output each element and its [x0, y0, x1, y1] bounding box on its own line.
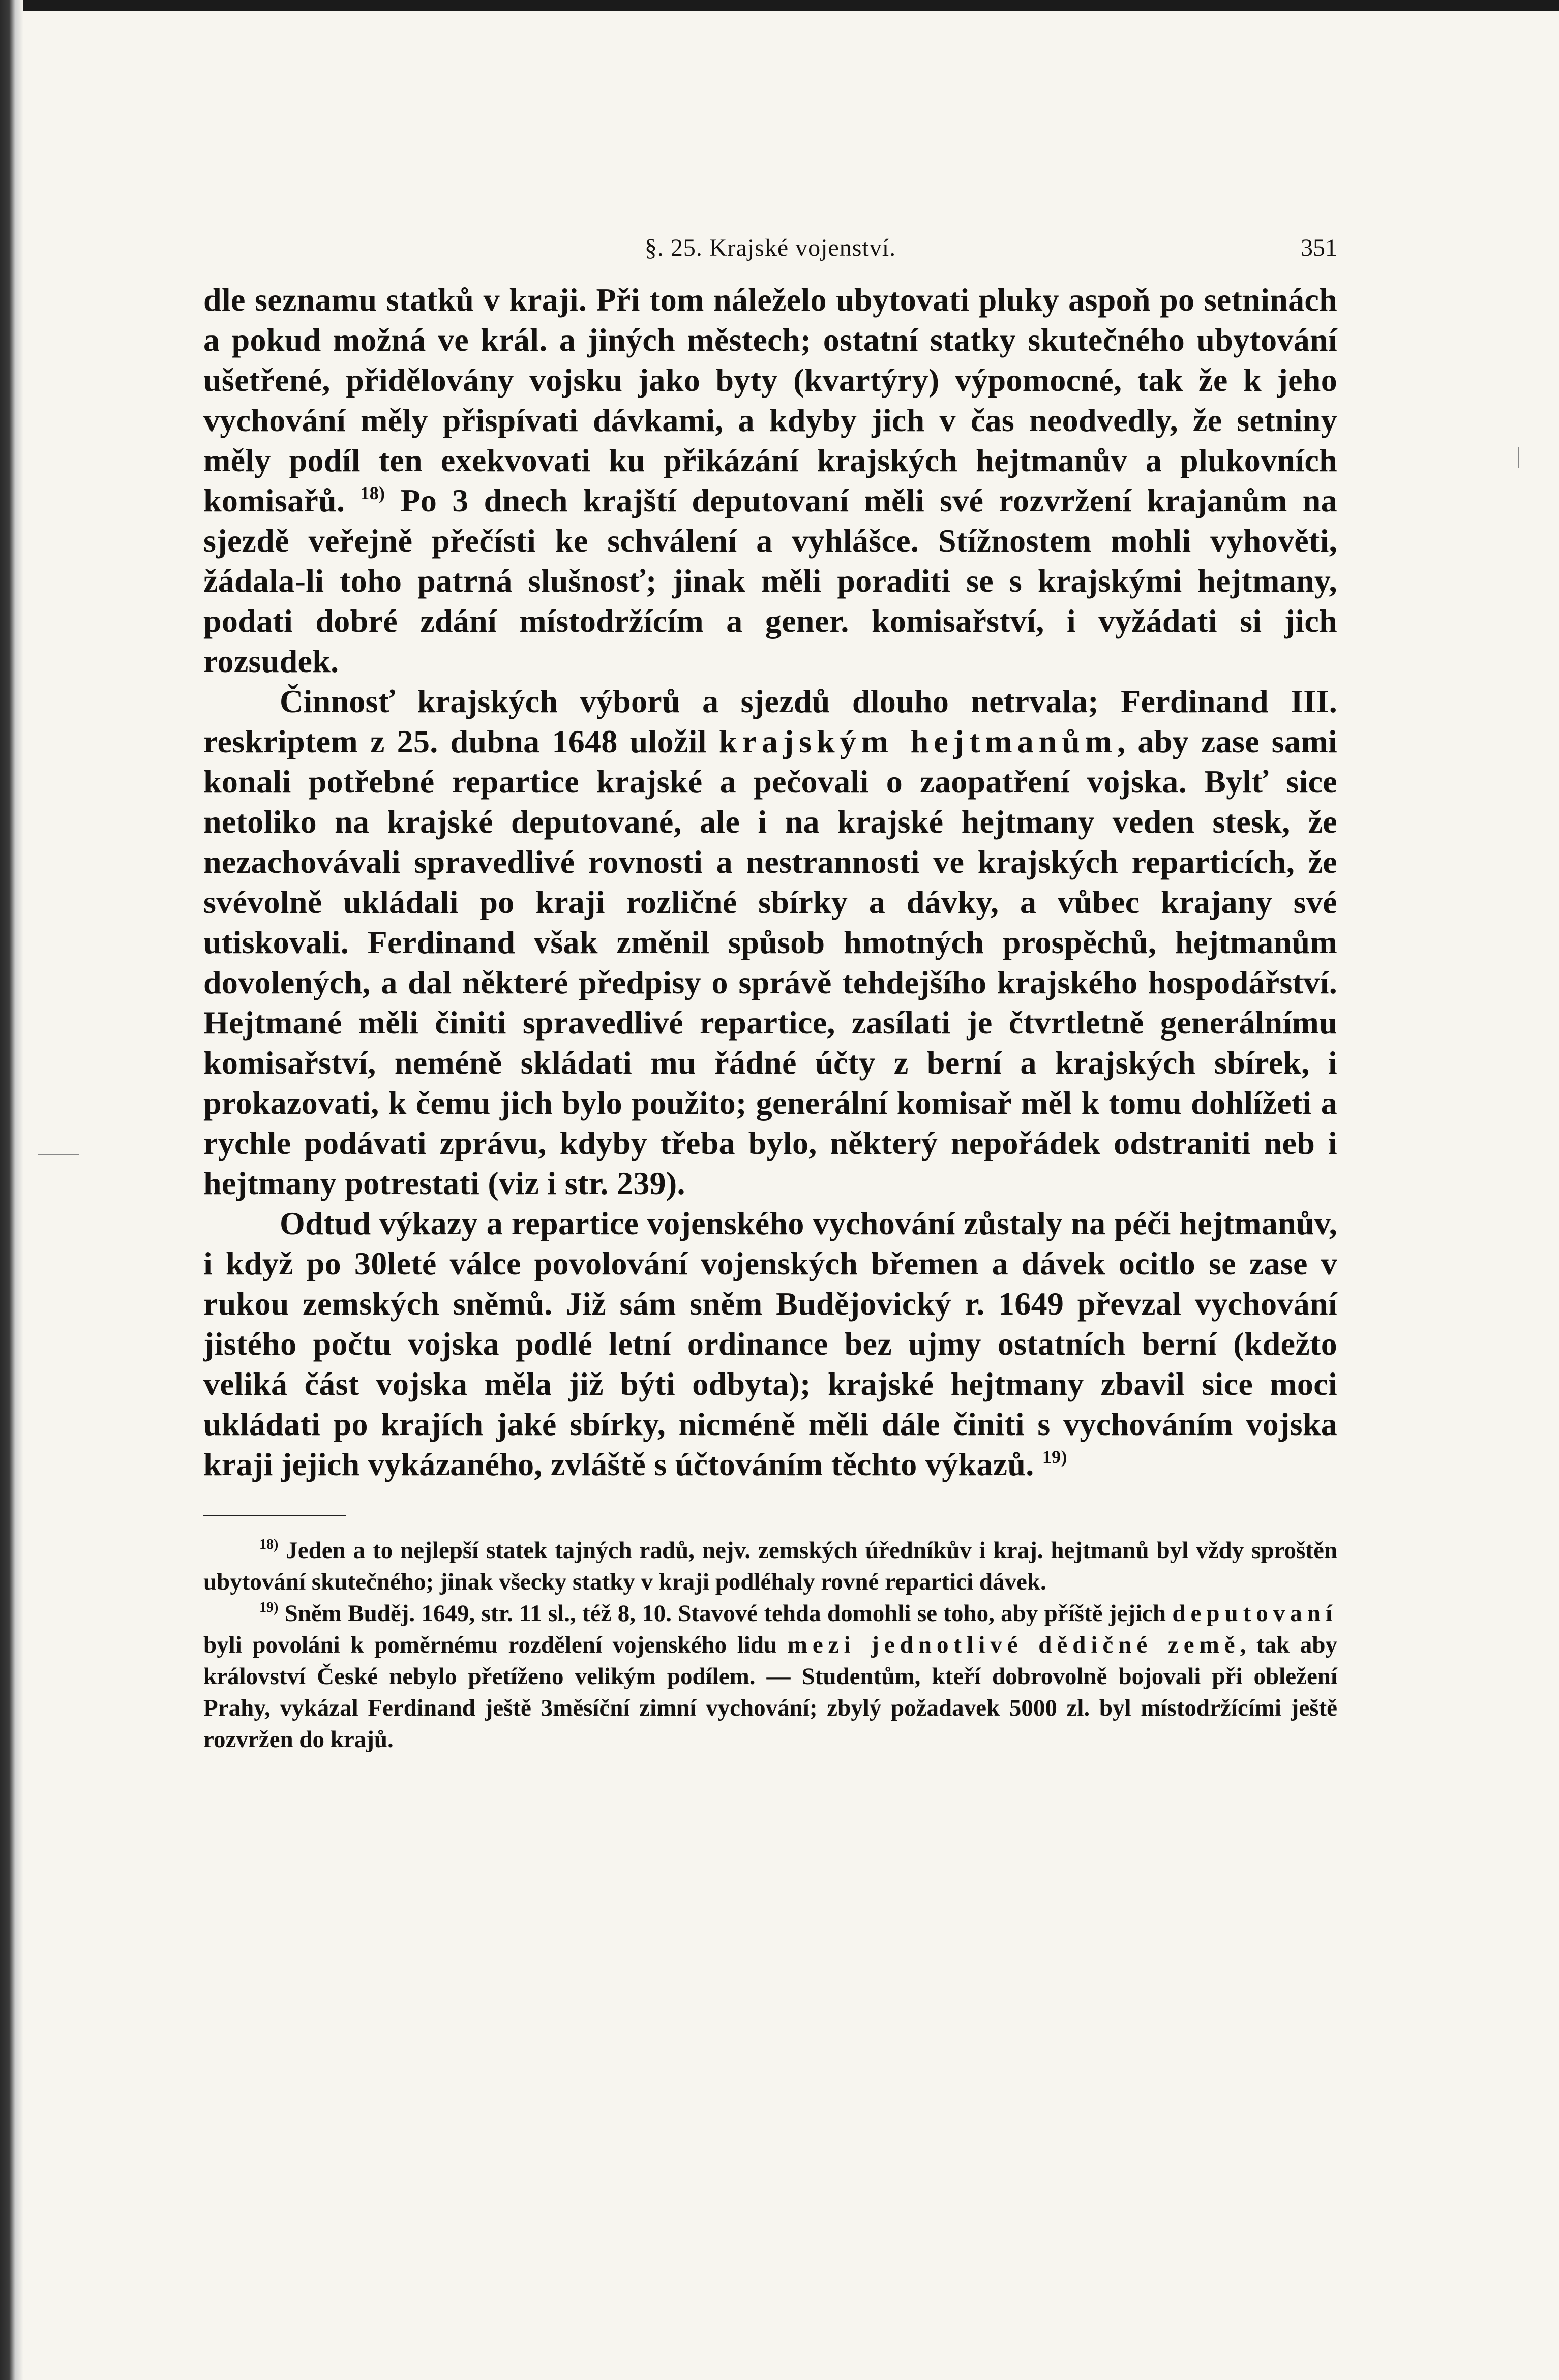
footnote-18 — [203, 1535, 1337, 1598]
paragraph-1 — [203, 280, 1337, 681]
paragraph-2-text-b: , aby zase sami konali potřebné repartice krajské a pečovali o zaopatření vojska. Bylť sice netoliko na krajské deputované, ale i na krajské hejtmany veden stesk, že nezachovávali spravedlivé rovnosti a nestrannosti ve krajských reparticích, že svévolně ukládali po kraji rozličné sbírky a dávky, a vůbec krajany své utiskovali. Ferdinand však změnil spůsob hmotných prospěchů, hejtmanům dovolených, a dal některé předpisy o správě tehdejšího krajského hospodářství. Hejtmané měli činiti spravedlivé repartice, zasílati je čtvrtletně generálnímu komisařství, neméně skládati mu řádné účty z berní a krajských sbírek, i prokazovati, k čemu jich bylo použito; generální komisař měl k tomu dohlížeti a rychle podávati zprávu, kdyby třeba bylo, některý nepořádek odstraniti neb i hejtmany potrestati (viz i str. 239). — [203, 723, 1338, 1201]
footnote-19-emphasis-b: mezi jednotlivé dědičné země — [787, 1632, 1240, 1658]
margin-mark-right — [1518, 447, 1519, 468]
footnote-ref-18: 18) — [360, 483, 385, 503]
margin-mark-left — [38, 1154, 79, 1155]
page-number: 351 — [1301, 234, 1337, 261]
paragraph-1-text: dle seznamu statků v kraji. Při tom náleželo ubytovati pluky aspoň po setninách a pokud možná ve král. a jiných městech; ostatní statky skutečného ubytování ušetřené, přidělovány vojsku jako byty (kvartýry) výpomocné, tak že k jeho vychování měly přispívati dávkami, a kdyby jich v čas neodvedly, že setniny měly podíl ten exekvovati ku přikázání krajských hejtmanův a plukovních komisařů. — [203, 282, 1337, 518]
footnote-19 — [203, 1598, 1337, 1755]
main-text — [203, 280, 1337, 1484]
paragraph-1-continued: Po 3 dnech krajští deputovaní měli své rozvržení krajanům na sjezdě veřejně přečísti ke schválení a vyhlášce. Stížnostem mohli vyhověti, žádala-li toho patrná slušnosť; jinak měli poraditi se s krajskými hejtmany, podati dobré zdání místodržícím a gener. komisařství, i vyžádati si jich rozsudek. — [203, 482, 1337, 679]
paragraph-3 — [203, 1203, 1337, 1484]
footnote-19-text-c: , tak aby království České nebylo přetíženo velikým podílem. — Studentům, kteří dobrovolně bojovali při obležení Prahy, vykázal Ferdinand ještě 3měsíční zimní vychování; zbylý požadavek 5000 zl. byl místodržícími ještě rozvržen do krajů. — [203, 1632, 1337, 1753]
scan-border-top — [0, 0, 1559, 11]
book-page — [203, 224, 1337, 1755]
footnote-ref-19: 19) — [1042, 1447, 1067, 1467]
paragraph-2-emphasis: krajským hejtmanům — [718, 723, 1118, 759]
footnote-19-mark: 19) — [259, 1600, 279, 1615]
footnote-18-text: Jeden a to nejlepší statek tajných radů, nejv. zemských úředníkův i kraj. hejtmanů byl vždy sproštěn ubytování skutečného; jinak všecky statky v kraji podléhaly rovné repartici dávek. — [203, 1537, 1337, 1595]
running-head — [203, 224, 1337, 269]
paragraph-2-text-a: Činnosť krajských výborů a sjezdů dlouho netrvala; Ferdinand III. reskriptem z 25. dubna 1648 uložil — [203, 683, 1337, 759]
footnote-19-emphasis-a: deputovaní — [1172, 1600, 1338, 1627]
running-head-title: §. 25. Krajské vojenství. — [644, 234, 896, 261]
footnote-19-text-a: Sněm Buděj. 1649, str. 11 sl., též 8, 10. Stavové tehda domohli se toho, aby příště jejich — [284, 1600, 1166, 1627]
footnote-18-mark: 18) — [259, 1537, 279, 1552]
scan-border-left — [0, 0, 23, 2380]
footnote-rule — [203, 1515, 346, 1516]
paragraph-2 — [203, 681, 1337, 1203]
footnotes — [203, 1535, 1337, 1755]
paragraph-3-text: Odtud výkazy a repartice vojenského vychování zůstaly na péči hejtmanův, i když po 30leté válce povolování vojenských břemen a dávek ocitlo se zase v rukou zemských sněmů. Již sám sněm Budějovický r. 1649 převzal vychování jistého počtu vojska podlé letní ordinance bez ujmy ostatních berní (kdežto veliká část vojska měla již býti odbyta); krajské hejtmany zbavil sice moci ukládati po krajích jaké sbírky, nicméně měli dále činiti s vychováním vojska kraji jejich vykázaného, zvláště s účtováním těchto výkazů. — [203, 1205, 1337, 1482]
footnote-19-text-b: byli povoláni k poměrnému rozdělení vojenského lidu — [203, 1632, 777, 1658]
